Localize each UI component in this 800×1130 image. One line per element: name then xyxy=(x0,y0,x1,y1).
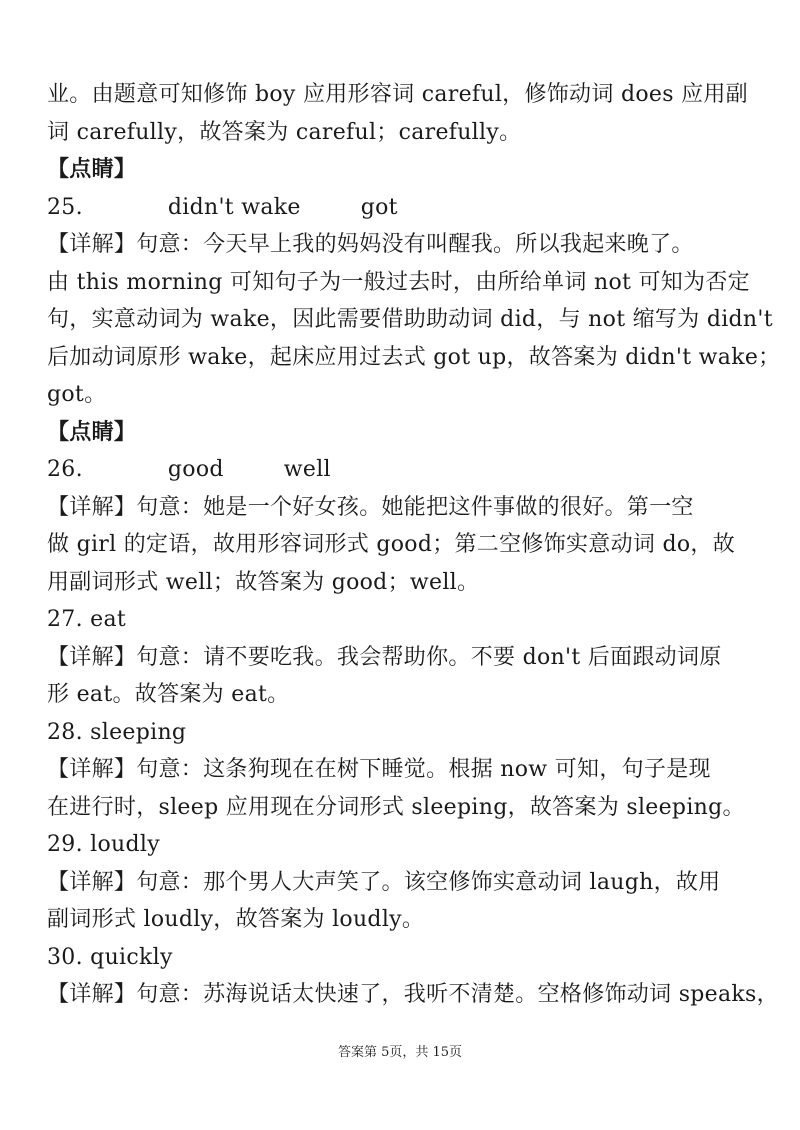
answer-1: didn't wake xyxy=(167,194,301,220)
text-line: 用副词形式 well；故答案为 good；well。 xyxy=(47,569,480,595)
answer-2: got xyxy=(360,194,398,220)
text-line: 句，实意动词为 wake，因此需要借助助动词 did，与 not 缩写为 didn't xyxy=(47,307,773,332)
question-number: 26. xyxy=(47,457,83,482)
text-line: 词 carefully，故答案为 careful；carefully。 xyxy=(47,119,522,145)
text-line: got。 xyxy=(47,382,107,407)
text-line: 在进行时，sleep 应用现在分词形式 sleeping，故答案为 sleeping。 xyxy=(47,794,745,820)
text-line: 【详解】句意：请不要吃我。我会帮助你。不要 don't 后面跟动词原 xyxy=(47,644,722,670)
document-body xyxy=(47,76,781,1014)
text-line: 做 girl 的定语，故用形容词形式 good；第二空修饰实意动词 do，故 xyxy=(47,532,736,557)
question-26-line xyxy=(47,451,757,489)
question-30-line: 30. quickly xyxy=(47,944,173,970)
text-line: 【详解】句意：今天早上我的妈妈没有叫醒我。所以我起来晚了。 xyxy=(47,232,694,257)
text-line: 【详解】句意：她是一个好女孩。她能把这件事做的很好。第一空 xyxy=(47,494,694,520)
question-29-line: 29. loudly xyxy=(47,832,160,857)
text-line: 形 eat。故答案为 eat。 xyxy=(47,682,290,707)
text-line: 【详解】句意：苏海说话太快速了，我听不清楚。空格修饰动词 speaks， xyxy=(47,982,779,1007)
text-line: 【详解】句意：这条狗现在在树下睡觉。根据 now 可知，句子是现 xyxy=(47,757,711,782)
page-footer: 答案第 5页，共 15页 xyxy=(337,1045,463,1060)
dianjing-heading: 【点睛】 xyxy=(47,418,137,445)
dianjing-heading: 【点睛】 xyxy=(47,156,137,182)
text-line: 后加动词原形 wake，起床应用过去式 got up，故答案为 didn't wake； xyxy=(47,344,781,370)
text-line: 由 this morning 可知句子为一般过去时，由所给单词 not 可知为否定 xyxy=(47,269,750,295)
text-line: 副词形式 loudly，故答案为 loudly。 xyxy=(47,907,425,932)
text-line: 业。由题意可知修饰 boy 应用形容词 careful，修饰动词 does 应用副 xyxy=(47,82,748,107)
answer-1: good xyxy=(167,457,224,482)
question-number: 25. xyxy=(47,194,83,220)
question-28-line: 28. sleeping xyxy=(47,719,187,745)
question-25-line xyxy=(47,189,757,227)
answer-2: well xyxy=(283,457,331,482)
question-27-line: 27. eat xyxy=(47,607,127,632)
text-line: 【详解】句意：那个男人大声笑了。该空修饰实意动词 laugh，故用 xyxy=(47,869,721,895)
